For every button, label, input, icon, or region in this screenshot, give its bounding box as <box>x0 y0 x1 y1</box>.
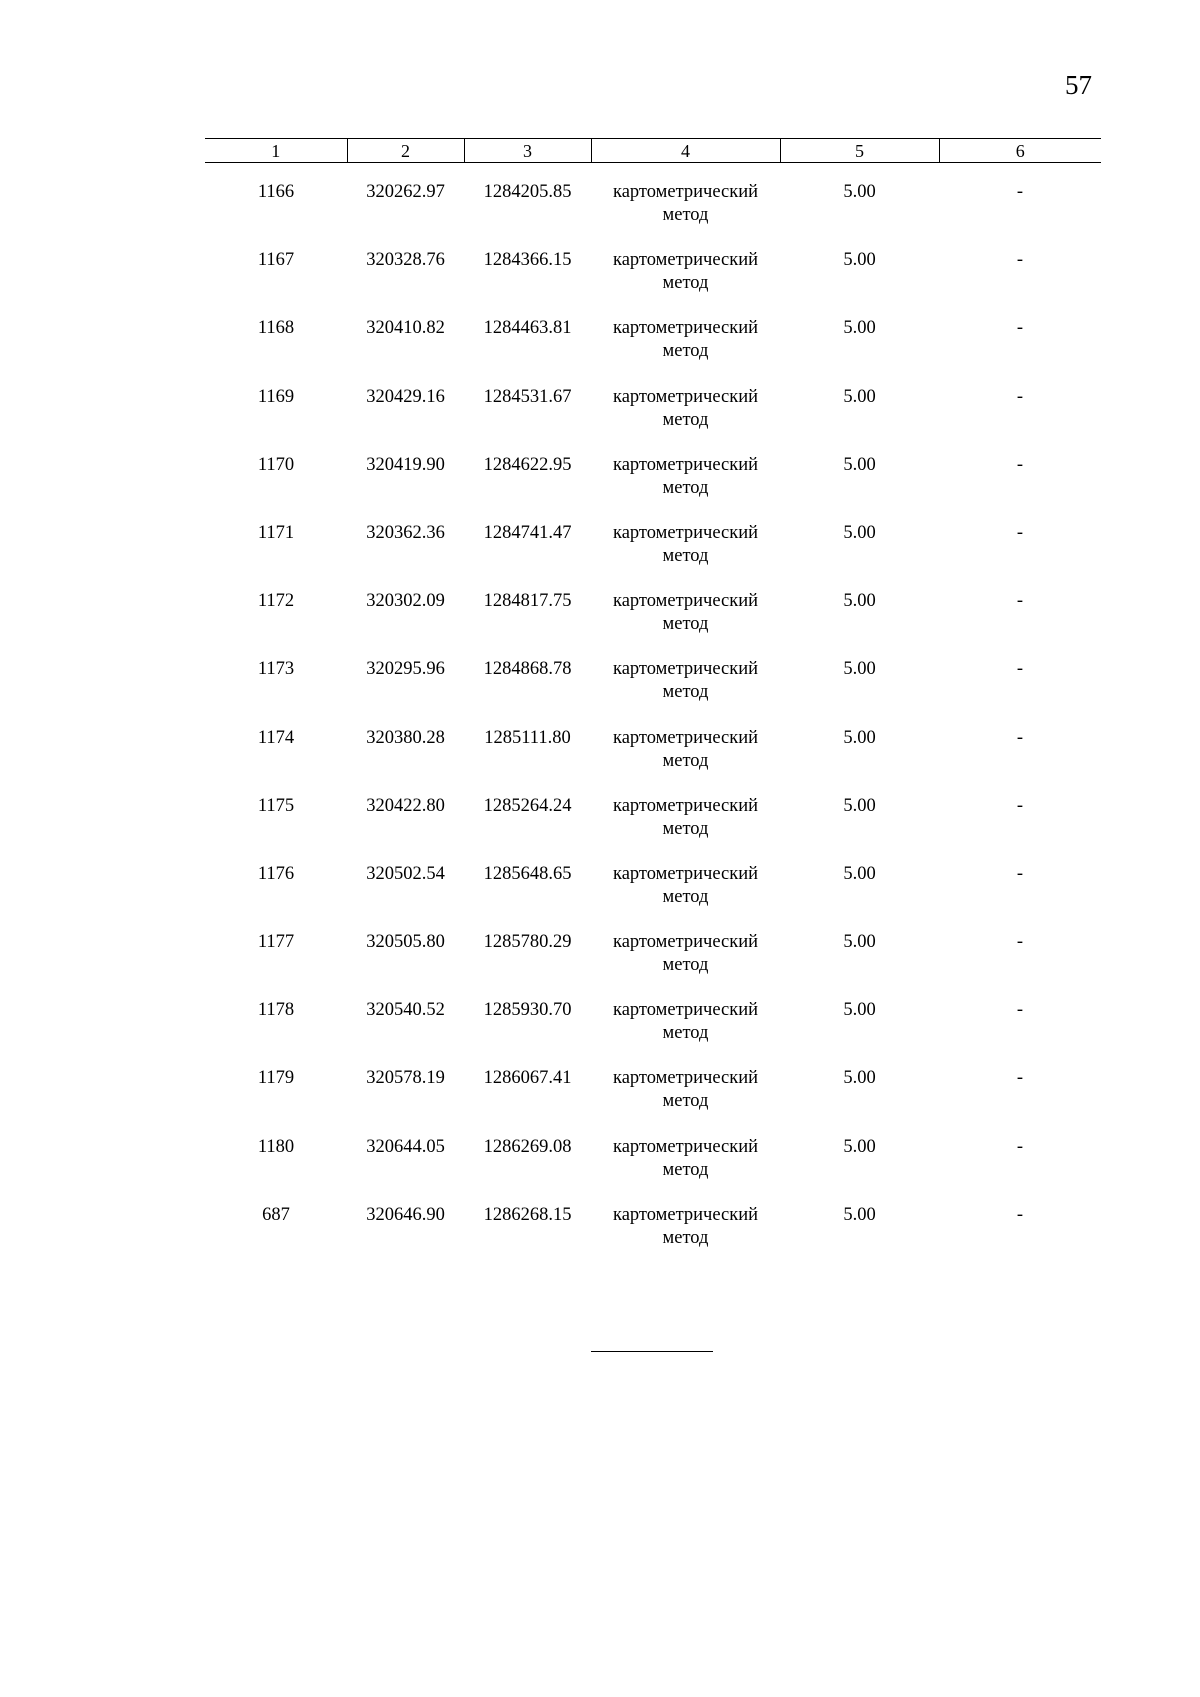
y-coordinate-cell: 1284622.95 <box>483 454 572 475</box>
accuracy-cell: 5.00 <box>843 727 876 748</box>
y-coordinate-cell: 1284531.67 <box>483 386 572 407</box>
table-row <box>205 590 1101 658</box>
note-cell: - <box>1016 932 1024 953</box>
column-header-2: 2 <box>347 139 464 163</box>
accuracy-cell: 5.00 <box>843 318 876 339</box>
x-coordinate-cell: 320410.82 <box>366 318 445 339</box>
accuracy-cell: 5.00 <box>843 1204 876 1225</box>
table-row <box>205 1204 1101 1272</box>
note-cell: - <box>1016 591 1024 612</box>
note-cell: - <box>1016 1136 1024 1157</box>
method-line-2: метод <box>662 273 709 294</box>
note-cell: - <box>1016 727 1024 748</box>
method-line-1: картометрический <box>612 454 759 475</box>
method-cell <box>591 863 780 931</box>
table-row <box>205 454 1101 522</box>
x-coordinate-cell: 320362.36 <box>366 522 445 543</box>
note-cell: - <box>1016 318 1024 339</box>
method-line-1: картометрический <box>612 318 759 339</box>
y-coordinate-cell: 1284205.85 <box>483 182 572 202</box>
column-header-1: 1 <box>205 139 347 163</box>
column-header-3: 3 <box>464 139 591 163</box>
y-coordinate-cell: 1284817.75 <box>483 591 572 612</box>
method-cell <box>591 1136 780 1204</box>
y-coordinate-cell: 1286269.08 <box>483 1136 572 1157</box>
accuracy-cell: 5.00 <box>843 659 876 680</box>
table-row <box>205 795 1101 863</box>
y-coordinate-cell: 1285264.24 <box>483 795 572 816</box>
note-cell: - <box>1016 1204 1024 1225</box>
method-line-2: метод <box>662 750 709 771</box>
method-line-2: метод <box>662 477 709 498</box>
point-id-cell: 1173 <box>257 659 295 680</box>
method-cell <box>591 795 780 863</box>
method-cell <box>591 590 780 658</box>
table-row <box>205 1067 1101 1135</box>
column-header-5: 5 <box>780 139 939 163</box>
accuracy-cell: 5.00 <box>843 182 876 202</box>
y-coordinate-cell: 1285780.29 <box>483 932 572 953</box>
method-line-1: картометрический <box>612 727 759 748</box>
point-id-cell: 687 <box>262 1204 290 1225</box>
y-coordinate-cell: 1286067.41 <box>483 1068 572 1089</box>
method-line-1: картометрический <box>612 932 759 953</box>
x-coordinate-cell: 320540.52 <box>366 1000 445 1021</box>
x-coordinate-cell: 320295.96 <box>366 659 445 680</box>
accuracy-cell: 5.00 <box>843 1136 876 1157</box>
table-body <box>205 163 1101 1273</box>
x-coordinate-cell: 320328.76 <box>366 250 445 271</box>
y-coordinate-cell: 1284741.47 <box>483 522 572 543</box>
y-coordinate-cell: 1284366.15 <box>483 250 572 271</box>
x-coordinate-cell: 320505.80 <box>366 932 445 953</box>
method-line-2: метод <box>662 545 709 566</box>
accuracy-cell: 5.00 <box>843 454 876 475</box>
x-coordinate-cell: 320644.05 <box>366 1136 445 1157</box>
x-coordinate-cell: 320262.97 <box>366 182 445 202</box>
point-id-cell: 1166 <box>257 182 295 202</box>
y-coordinate-cell: 1285111.80 <box>484 727 571 748</box>
method-cell <box>591 454 780 522</box>
point-id-cell: 1177 <box>257 932 295 953</box>
note-cell: - <box>1016 795 1024 816</box>
accuracy-cell: 5.00 <box>843 795 876 816</box>
method-line-2: метод <box>662 955 709 976</box>
closing-rule <box>591 1351 713 1352</box>
table-row <box>205 249 1101 317</box>
table-row <box>205 522 1101 590</box>
note-cell: - <box>1016 386 1024 407</box>
method-cell <box>591 249 780 317</box>
x-coordinate-cell: 320302.09 <box>366 591 445 612</box>
accuracy-cell: 5.00 <box>843 932 876 953</box>
table-row <box>205 317 1101 385</box>
method-line-1: картометрический <box>612 1068 759 1089</box>
point-id-cell: 1174 <box>257 727 295 748</box>
method-line-2: метод <box>662 1023 709 1044</box>
y-coordinate-cell: 1285930.70 <box>483 1000 572 1021</box>
method-line-1: картометрический <box>612 1136 759 1157</box>
column-header-4: 4 <box>591 139 780 163</box>
method-line-2: метод <box>662 341 709 362</box>
note-cell: - <box>1016 522 1024 543</box>
point-id-cell: 1170 <box>257 454 295 475</box>
table-row <box>205 999 1101 1067</box>
y-coordinate-cell: 1286268.15 <box>483 1204 572 1225</box>
x-coordinate-cell: 320422.80 <box>366 795 445 816</box>
method-cell <box>591 658 780 726</box>
accuracy-cell: 5.00 <box>843 591 876 612</box>
spacer-row <box>205 163 1101 182</box>
table-row <box>205 727 1101 795</box>
method-cell <box>591 386 780 454</box>
coordinates-table <box>205 138 1101 1272</box>
y-coordinate-cell: 1284868.78 <box>483 659 572 680</box>
point-id-cell: 1172 <box>257 591 295 612</box>
point-id-cell: 1175 <box>257 795 295 816</box>
method-cell <box>591 317 780 385</box>
point-id-cell: 1179 <box>257 1068 295 1089</box>
note-cell: - <box>1016 1068 1024 1089</box>
accuracy-cell: 5.00 <box>843 863 876 884</box>
method-line-2: метод <box>662 886 709 907</box>
method-line-2: метод <box>662 205 709 225</box>
table-row <box>205 1136 1101 1204</box>
method-line-1: картометрический <box>612 795 759 816</box>
note-cell: - <box>1016 863 1024 884</box>
column-header-6: 6 <box>939 139 1101 163</box>
accuracy-cell: 5.00 <box>843 522 876 543</box>
note-cell: - <box>1016 1000 1024 1021</box>
method-line-1: картометрический <box>612 1204 759 1225</box>
x-coordinate-cell: 320502.54 <box>366 863 445 884</box>
y-coordinate-cell: 1284463.81 <box>483 318 572 339</box>
method-line-1: картометрический <box>612 386 759 407</box>
method-line-1: картометрический <box>612 250 759 271</box>
point-id-cell: 1171 <box>257 522 295 543</box>
table-header <box>205 139 1101 163</box>
point-id-cell: 1167 <box>257 250 295 271</box>
method-line-1: картометрический <box>612 182 759 202</box>
accuracy-cell: 5.00 <box>843 1000 876 1021</box>
method-cell <box>591 727 780 795</box>
method-cell <box>591 931 780 999</box>
note-cell: - <box>1016 659 1024 680</box>
point-id-cell: 1169 <box>257 386 295 407</box>
method-line-2: метод <box>662 1091 709 1112</box>
method-line-2: метод <box>662 409 709 430</box>
method-cell <box>591 181 780 249</box>
table-row <box>205 931 1101 999</box>
x-coordinate-cell: 320646.90 <box>366 1204 445 1225</box>
method-line-1: картометрический <box>612 1000 759 1021</box>
method-line-2: метод <box>662 1159 709 1180</box>
method-line-2: метод <box>662 1227 709 1248</box>
point-id-cell: 1178 <box>257 1000 295 1021</box>
note-cell: - <box>1016 182 1024 202</box>
note-cell: - <box>1016 454 1024 475</box>
accuracy-cell: 5.00 <box>843 250 876 271</box>
method-cell <box>591 522 780 590</box>
point-id-cell: 1176 <box>257 863 295 884</box>
accuracy-cell: 5.00 <box>843 386 876 407</box>
method-cell <box>591 999 780 1067</box>
x-coordinate-cell: 320578.19 <box>366 1068 445 1089</box>
method-line-1: картометрический <box>612 659 759 680</box>
x-coordinate-cell: 320429.16 <box>366 386 445 407</box>
note-cell: - <box>1016 250 1024 271</box>
x-coordinate-cell: 320419.90 <box>366 454 445 475</box>
table-row <box>205 181 1101 249</box>
accuracy-cell: 5.00 <box>843 1068 876 1089</box>
y-coordinate-cell: 1285648.65 <box>483 863 572 884</box>
method-line-2: метод <box>662 614 709 635</box>
method-line-1: картометрический <box>612 863 759 884</box>
point-id-cell: 1180 <box>257 1136 295 1157</box>
method-line-1: картометрический <box>612 591 759 612</box>
method-line-1: картометрический <box>612 522 759 543</box>
method-line-2: метод <box>662 682 709 703</box>
table-row <box>205 386 1101 454</box>
method-line-2: метод <box>662 818 709 839</box>
header-row <box>205 139 1101 163</box>
method-cell <box>591 1204 780 1272</box>
point-id-cell: 1168 <box>257 318 295 339</box>
method-cell <box>591 1067 780 1135</box>
table-row <box>205 863 1101 931</box>
table-row <box>205 658 1101 726</box>
page-number: 57 <box>1065 70 1092 100</box>
x-coordinate-cell: 320380.28 <box>366 727 445 748</box>
